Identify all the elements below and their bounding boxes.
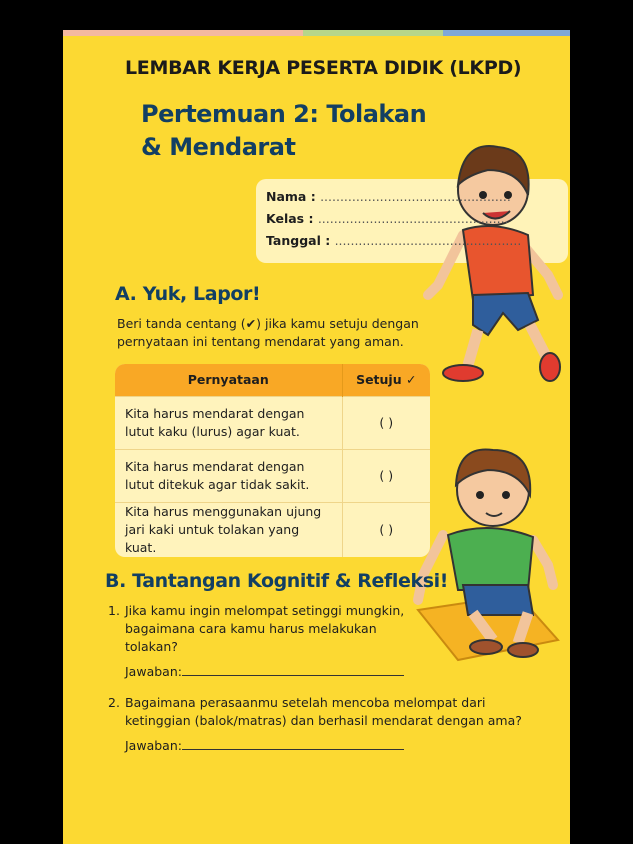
top-stripe-blue	[443, 30, 570, 36]
question-line: tolakan?	[125, 639, 178, 654]
date-dots: ...............................................	[334, 233, 522, 248]
question-line: ketinggian (balok/matras) dan berhasil mendarat dengan ama?	[125, 713, 522, 728]
statement-line: Kita harus mendarat dengan	[125, 458, 305, 474]
meeting-title-line1: Pertemuan 2: Tolakan	[141, 100, 427, 128]
section-a-title: A. Yuk, Lapor!	[115, 283, 261, 305]
date-label: Tanggal :	[266, 233, 331, 248]
table-row	[115, 396, 430, 449]
class-dots: ................................................	[317, 211, 509, 226]
instruction-line1: Beri tanda centang (✔) jika kamu setuju dengan	[117, 316, 419, 331]
meeting-title-line2: & Mendarat	[141, 133, 296, 161]
table-row	[115, 502, 430, 557]
question-line: Bagaimana perasaanmu setelah mencoba melompat dari	[125, 695, 486, 710]
answer-label: Jawaban:	[125, 738, 182, 753]
statement-line: Kita harus mendarat dengan	[125, 405, 305, 421]
table-row	[115, 449, 430, 502]
statement-line: jari kaki untuk tolakan yang kuat.	[125, 521, 300, 555]
header-statement: Pernyataan	[115, 364, 342, 396]
agree-checkbox[interactable]: ( )	[342, 449, 430, 502]
class-label: Kelas :	[266, 211, 314, 226]
agree-checkbox[interactable]: ( )	[342, 502, 430, 557]
answer-line[interactable]	[182, 664, 404, 676]
question-line: bagaimana cara kamu harus melakukan	[125, 621, 377, 636]
running-boy-illustration	[418, 135, 570, 385]
meeting-title	[141, 98, 426, 164]
agree-checkbox[interactable]: ( )	[342, 396, 430, 449]
top-stripe-pink	[63, 30, 303, 36]
top-stripe-green	[303, 30, 443, 36]
statement-line: lutut ditekuk agar tidak sakit.	[125, 476, 310, 492]
table-header-row	[115, 364, 430, 396]
header-agree: Setuju ✓	[342, 364, 430, 396]
worksheet-title: LEMBAR KERJA PESERTA DIDIK (LKPD)	[125, 57, 522, 79]
statement-table	[115, 364, 430, 557]
statement-line: Kita harus menggunakan ujung	[125, 503, 322, 519]
statement-cell	[115, 502, 342, 557]
worksheet-page	[63, 30, 570, 844]
answer-line[interactable]	[182, 738, 404, 750]
statement-cell	[115, 396, 342, 449]
question-number: 2.	[108, 695, 120, 710]
question-number: 1.	[108, 603, 120, 618]
name-label: Nama :	[266, 189, 316, 204]
question-line: Jika kamu ingin melompat setinggi mungkin,	[125, 603, 405, 618]
section-a-instruction	[117, 315, 419, 351]
section-b-title: B. Tantangan Kognitif & Refleksi!	[105, 570, 449, 592]
answer-label: Jawaban:	[125, 664, 182, 679]
statement-line: lutut kaku (lurus) agar kuat.	[125, 423, 300, 439]
name-dots: ................................................	[320, 189, 511, 204]
instruction-line2: pernyataan ini tentang mendarat yang aman.	[117, 334, 404, 349]
question-2	[108, 694, 570, 755]
statement-cell	[115, 449, 342, 502]
question-1	[108, 602, 568, 681]
